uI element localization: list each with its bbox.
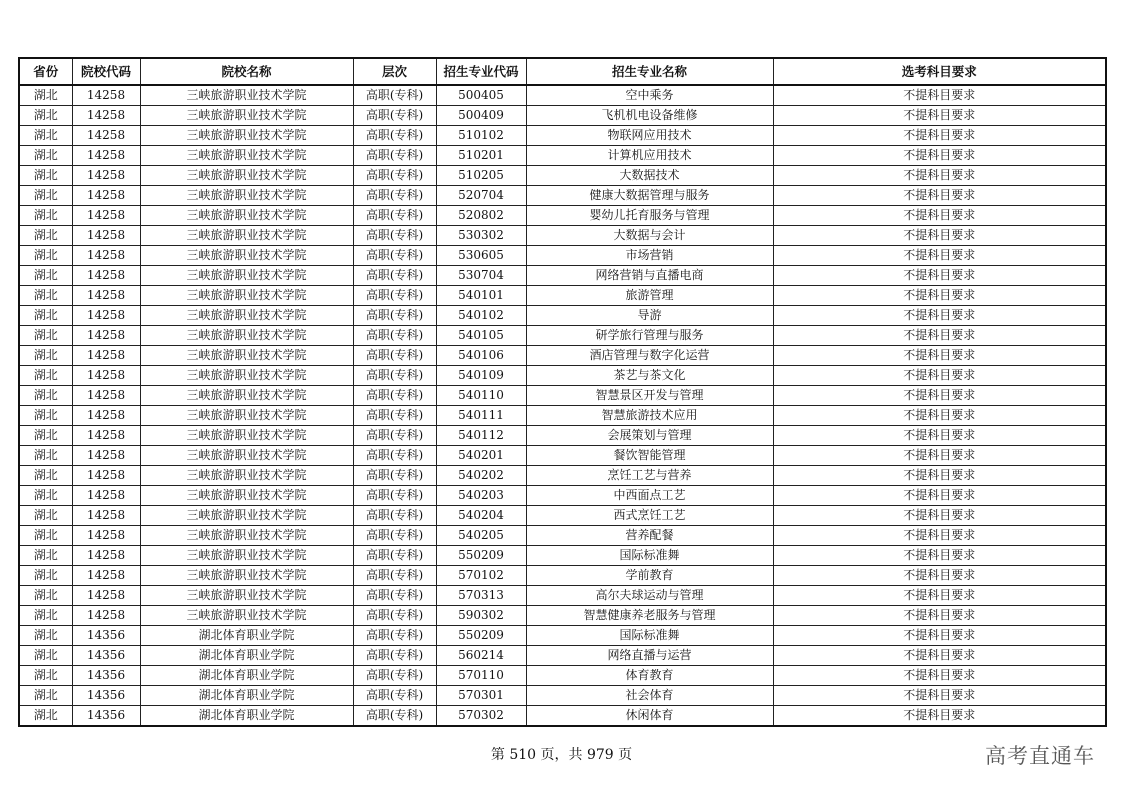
table-row: [19, 85, 1106, 106]
table-row: [19, 466, 1106, 486]
cell-province: 湖北: [19, 666, 72, 686]
table-row: [19, 486, 1106, 506]
cell-school-name: 三峡旅游职业技术学院: [140, 186, 353, 206]
table-row: [19, 166, 1106, 186]
cell-major-code: 540202: [436, 466, 526, 486]
cell-subject-requirement: 不提科目要求: [773, 146, 1106, 166]
cell-major-code: 540106: [436, 346, 526, 366]
cell-level: 高职(专科): [353, 266, 436, 286]
cell-province: 湖北: [19, 326, 72, 346]
cell-school-code: 14258: [72, 526, 140, 546]
cell-major-code: 540102: [436, 306, 526, 326]
cell-level: 高职(专科): [353, 346, 436, 366]
cell-level: 高职(专科): [353, 206, 436, 226]
header-major-name: 招生专业名称: [526, 58, 773, 85]
cell-subject-requirement: 不提科目要求: [773, 486, 1106, 506]
cell-school-code: 14258: [72, 246, 140, 266]
cell-school-code: 14258: [72, 386, 140, 406]
table-row: [19, 186, 1106, 206]
cell-subject-requirement: 不提科目要求: [773, 85, 1106, 106]
cell-school-name: 三峡旅游职业技术学院: [140, 246, 353, 266]
cell-major-code: 590302: [436, 606, 526, 626]
cell-level: 高职(专科): [353, 626, 436, 646]
table-row: [19, 346, 1106, 366]
cell-major-code: 540203: [436, 486, 526, 506]
cell-subject-requirement: 不提科目要求: [773, 606, 1106, 626]
admissions-table-container: [18, 57, 1105, 727]
header-subject-requirement: 选考科目要求: [773, 58, 1106, 85]
cell-school-name: 三峡旅游职业技术学院: [140, 206, 353, 226]
cell-level: 高职(专科): [353, 406, 436, 426]
cell-level: 高职(专科): [353, 106, 436, 126]
cell-province: 湖北: [19, 426, 72, 446]
cell-major-name: 国际标准舞: [526, 626, 773, 646]
cell-school-name: 三峡旅游职业技术学院: [140, 346, 353, 366]
cell-major-code: 560214: [436, 646, 526, 666]
cell-school-name: 三峡旅游职业技术学院: [140, 406, 353, 426]
cell-major-name: 营养配餐: [526, 526, 773, 546]
table-row: [19, 526, 1106, 546]
cell-major-name: 网络直播与运营: [526, 646, 773, 666]
cell-major-code: 570110: [436, 666, 526, 686]
cell-level: 高职(专科): [353, 466, 436, 486]
cell-school-name: 湖北体育职业学院: [140, 626, 353, 646]
cell-school-name: 三峡旅游职业技术学院: [140, 566, 353, 586]
cell-level: 高职(专科): [353, 226, 436, 246]
cell-major-code: 510201: [436, 146, 526, 166]
cell-major-name: 智慧景区开发与管理: [526, 386, 773, 406]
cell-school-code: 14258: [72, 406, 140, 426]
cell-level: 高职(专科): [353, 486, 436, 506]
cell-level: 高职(专科): [353, 666, 436, 686]
cell-province: 湖北: [19, 246, 72, 266]
cell-province: 湖北: [19, 146, 72, 166]
table-row: [19, 326, 1106, 346]
cell-school-name: 三峡旅游职业技术学院: [140, 326, 353, 346]
cell-province: 湖北: [19, 85, 72, 106]
cell-province: 湖北: [19, 126, 72, 146]
cell-school-code: 14258: [72, 446, 140, 466]
cell-school-name: 三峡旅游职业技术学院: [140, 286, 353, 306]
table-body: [19, 85, 1106, 726]
cell-major-name: 市场营销: [526, 246, 773, 266]
cell-major-name: 餐饮智能管理: [526, 446, 773, 466]
cell-level: 高职(专科): [353, 186, 436, 206]
cell-subject-requirement: 不提科目要求: [773, 506, 1106, 526]
cell-level: 高职(专科): [353, 446, 436, 466]
admissions-table: [18, 57, 1107, 727]
cell-major-name: 西式烹饪工艺: [526, 506, 773, 526]
cell-major-code: 520704: [436, 186, 526, 206]
cell-major-code: 510205: [436, 166, 526, 186]
cell-school-code: 14356: [72, 646, 140, 666]
cell-subject-requirement: 不提科目要求: [773, 626, 1106, 646]
cell-province: 湖北: [19, 186, 72, 206]
cell-school-code: 14258: [72, 186, 140, 206]
cell-major-code: 540205: [436, 526, 526, 546]
cell-major-code: 540201: [436, 446, 526, 466]
cell-level: 高职(专科): [353, 306, 436, 326]
cell-province: 湖北: [19, 226, 72, 246]
cell-major-name: 大数据技术: [526, 166, 773, 186]
cell-school-name: 湖北体育职业学院: [140, 666, 353, 686]
cell-school-name: 湖北体育职业学院: [140, 706, 353, 727]
cell-subject-requirement: 不提科目要求: [773, 266, 1106, 286]
cell-province: 湖北: [19, 546, 72, 566]
cell-major-name: 大数据与会计: [526, 226, 773, 246]
cell-level: 高职(专科): [353, 526, 436, 546]
cell-major-name: 飞机机电设备维修: [526, 106, 773, 126]
table-row: [19, 446, 1106, 466]
cell-province: 湖北: [19, 526, 72, 546]
cell-level: 高职(专科): [353, 366, 436, 386]
cell-school-name: 三峡旅游职业技术学院: [140, 506, 353, 526]
cell-subject-requirement: 不提科目要求: [773, 306, 1106, 326]
cell-level: 高职(专科): [353, 606, 436, 626]
cell-province: 湖北: [19, 566, 72, 586]
cell-province: 湖北: [19, 106, 72, 126]
cell-major-name: 物联网应用技术: [526, 126, 773, 146]
cell-school-code: 14258: [72, 306, 140, 326]
cell-subject-requirement: 不提科目要求: [773, 666, 1106, 686]
cell-level: 高职(专科): [353, 386, 436, 406]
header-level: 层次: [353, 58, 436, 85]
cell-school-name: 三峡旅游职业技术学院: [140, 226, 353, 246]
cell-level: 高职(专科): [353, 586, 436, 606]
cell-major-code: 510102: [436, 126, 526, 146]
cell-subject-requirement: 不提科目要求: [773, 586, 1106, 606]
table-row: [19, 226, 1106, 246]
cell-subject-requirement: 不提科目要求: [773, 646, 1106, 666]
cell-school-code: 14258: [72, 126, 140, 146]
cell-major-code: 540112: [436, 426, 526, 446]
cell-province: 湖北: [19, 366, 72, 386]
table-row: [19, 566, 1106, 586]
table-row: [19, 546, 1106, 566]
cell-level: 高职(专科): [353, 546, 436, 566]
cell-major-name: 研学旅行管理与服务: [526, 326, 773, 346]
table-row: [19, 146, 1106, 166]
cell-major-name: 休闲体育: [526, 706, 773, 727]
cell-major-code: 540109: [436, 366, 526, 386]
cell-school-name: 三峡旅游职业技术学院: [140, 546, 353, 566]
header-school-code: 院校代码: [72, 58, 140, 85]
cell-level: 高职(专科): [353, 166, 436, 186]
cell-province: 湖北: [19, 586, 72, 606]
cell-major-code: 540111: [436, 406, 526, 426]
cell-subject-requirement: 不提科目要求: [773, 406, 1106, 426]
cell-province: 湖北: [19, 466, 72, 486]
cell-major-code: 520802: [436, 206, 526, 226]
table-row: [19, 666, 1106, 686]
cell-level: 高职(专科): [353, 286, 436, 306]
cell-subject-requirement: 不提科目要求: [773, 226, 1106, 246]
cell-school-code: 14258: [72, 606, 140, 626]
cell-school-code: 14258: [72, 566, 140, 586]
cell-school-code: 14258: [72, 286, 140, 306]
cell-school-name: 三峡旅游职业技术学院: [140, 85, 353, 106]
table-row: [19, 106, 1106, 126]
table-row: [19, 386, 1106, 406]
cell-subject-requirement: 不提科目要求: [773, 106, 1106, 126]
cell-major-name: 计算机应用技术: [526, 146, 773, 166]
cell-school-code: 14258: [72, 426, 140, 446]
cell-province: 湖北: [19, 386, 72, 406]
cell-province: 湖北: [19, 346, 72, 366]
cell-province: 湖北: [19, 166, 72, 186]
table-row: [19, 246, 1106, 266]
cell-major-name: 空中乘务: [526, 85, 773, 106]
cell-level: 高职(专科): [353, 706, 436, 727]
cell-level: 高职(专科): [353, 686, 436, 706]
cell-province: 湖北: [19, 286, 72, 306]
table-row: [19, 706, 1106, 727]
cell-subject-requirement: 不提科目要求: [773, 426, 1106, 446]
cell-school-name: 三峡旅游职业技术学院: [140, 466, 353, 486]
cell-major-code: 530605: [436, 246, 526, 266]
cell-major-name: 会展策划与管理: [526, 426, 773, 446]
cell-school-name: 湖北体育职业学院: [140, 686, 353, 706]
cell-level: 高职(专科): [353, 146, 436, 166]
cell-province: 湖北: [19, 446, 72, 466]
cell-school-code: 14258: [72, 366, 140, 386]
cell-major-name: 茶艺与茶文化: [526, 366, 773, 386]
cell-school-code: 14258: [72, 266, 140, 286]
header-school-name: 院校名称: [140, 58, 353, 85]
cell-major-code: 540204: [436, 506, 526, 526]
cell-major-code: 570313: [436, 586, 526, 606]
cell-subject-requirement: 不提科目要求: [773, 526, 1106, 546]
table-row: [19, 506, 1106, 526]
cell-subject-requirement: 不提科目要求: [773, 346, 1106, 366]
cell-subject-requirement: 不提科目要求: [773, 446, 1106, 466]
cell-province: 湖北: [19, 266, 72, 286]
cell-school-name: 三峡旅游职业技术学院: [140, 386, 353, 406]
cell-major-code: 540110: [436, 386, 526, 406]
cell-major-name: 智慧健康养老服务与管理: [526, 606, 773, 626]
cell-major-name: 健康大数据管理与服务: [526, 186, 773, 206]
cell-major-code: 540105: [436, 326, 526, 346]
cell-school-name: 三峡旅游职业技术学院: [140, 266, 353, 286]
table-row: [19, 426, 1106, 446]
cell-level: 高职(专科): [353, 426, 436, 446]
cell-major-name: 国际标准舞: [526, 546, 773, 566]
cell-school-name: 三峡旅游职业技术学院: [140, 526, 353, 546]
cell-subject-requirement: 不提科目要求: [773, 466, 1106, 486]
cell-level: 高职(专科): [353, 246, 436, 266]
table-row: [19, 586, 1106, 606]
cell-level: 高职(专科): [353, 126, 436, 146]
cell-school-code: 14258: [72, 106, 140, 126]
table-row: [19, 306, 1106, 326]
cell-province: 湖北: [19, 206, 72, 226]
cell-school-name: 三峡旅游职业技术学院: [140, 426, 353, 446]
cell-major-code: 540101: [436, 286, 526, 306]
cell-major-code: 530302: [436, 226, 526, 246]
cell-school-code: 14356: [72, 706, 140, 727]
table-row: [19, 606, 1106, 626]
cell-province: 湖北: [19, 686, 72, 706]
page-number: 第 510 页，共 979 页: [490, 747, 633, 763]
cell-school-code: 14258: [72, 546, 140, 566]
cell-major-name: 酒店管理与数字化运营: [526, 346, 773, 366]
table-row: [19, 626, 1106, 646]
table-row: [19, 266, 1106, 286]
cell-school-name: 三峡旅游职业技术学院: [140, 166, 353, 186]
cell-subject-requirement: 不提科目要求: [773, 166, 1106, 186]
cell-province: 湖北: [19, 306, 72, 326]
cell-subject-requirement: 不提科目要求: [773, 186, 1106, 206]
cell-major-name: 网络营销与直播电商: [526, 266, 773, 286]
cell-major-code: 530704: [436, 266, 526, 286]
cell-province: 湖北: [19, 646, 72, 666]
cell-school-code: 14258: [72, 226, 140, 246]
cell-school-code: 14258: [72, 506, 140, 526]
cell-school-code: 14258: [72, 466, 140, 486]
cell-school-name: 三峡旅游职业技术学院: [140, 126, 353, 146]
cell-subject-requirement: 不提科目要求: [773, 386, 1106, 406]
cell-level: 高职(专科): [353, 326, 436, 346]
table-row: [19, 286, 1106, 306]
cell-school-code: 14356: [72, 666, 140, 686]
cell-subject-requirement: 不提科目要求: [773, 326, 1106, 346]
cell-school-code: 14356: [72, 686, 140, 706]
cell-school-name: 三峡旅游职业技术学院: [140, 606, 353, 626]
cell-school-code: 14356: [72, 626, 140, 646]
table-row: [19, 366, 1106, 386]
cell-school-name: 三峡旅游职业技术学院: [140, 306, 353, 326]
cell-school-code: 14258: [72, 85, 140, 106]
watermark-logo-text: 高考直通车: [985, 744, 1095, 768]
cell-subject-requirement: 不提科目要求: [773, 366, 1106, 386]
cell-major-name: 中西面点工艺: [526, 486, 773, 506]
cell-major-name: 婴幼儿托育服务与管理: [526, 206, 773, 226]
table-header-row: [19, 58, 1106, 85]
cell-major-code: 570302: [436, 706, 526, 727]
cell-school-name: 三峡旅游职业技术学院: [140, 146, 353, 166]
cell-school-code: 14258: [72, 166, 140, 186]
cell-school-code: 14258: [72, 206, 140, 226]
cell-subject-requirement: 不提科目要求: [773, 126, 1106, 146]
cell-major-name: 学前教育: [526, 566, 773, 586]
cell-major-code: 500409: [436, 106, 526, 126]
cell-school-code: 14258: [72, 346, 140, 366]
cell-school-code: 14258: [72, 146, 140, 166]
cell-major-name: 烹饪工艺与营养: [526, 466, 773, 486]
header-province: 省份: [19, 58, 72, 85]
cell-province: 湖北: [19, 706, 72, 727]
cell-school-code: 14258: [72, 586, 140, 606]
cell-subject-requirement: 不提科目要求: [773, 546, 1106, 566]
cell-school-name: 三峡旅游职业技术学院: [140, 106, 353, 126]
cell-major-name: 体育教育: [526, 666, 773, 686]
cell-level: 高职(专科): [353, 646, 436, 666]
cell-major-name: 导游: [526, 306, 773, 326]
table-row: [19, 126, 1106, 146]
cell-major-code: 500405: [436, 85, 526, 106]
cell-school-name: 三峡旅游职业技术学院: [140, 586, 353, 606]
cell-province: 湖北: [19, 486, 72, 506]
cell-province: 湖北: [19, 626, 72, 646]
cell-province: 湖北: [19, 506, 72, 526]
cell-major-code: 550209: [436, 546, 526, 566]
cell-subject-requirement: 不提科目要求: [773, 206, 1106, 226]
header-major-code: 招生专业代码: [436, 58, 526, 85]
cell-major-name: 高尔夫球运动与管理: [526, 586, 773, 606]
cell-subject-requirement: 不提科目要求: [773, 706, 1106, 727]
cell-level: 高职(专科): [353, 85, 436, 106]
cell-major-code: 570301: [436, 686, 526, 706]
cell-subject-requirement: 不提科目要求: [773, 246, 1106, 266]
cell-subject-requirement: 不提科目要求: [773, 566, 1106, 586]
cell-subject-requirement: 不提科目要求: [773, 686, 1106, 706]
cell-province: 湖北: [19, 606, 72, 626]
table-row: [19, 406, 1106, 426]
cell-major-name: 社会体育: [526, 686, 773, 706]
cell-school-name: 三峡旅游职业技术学院: [140, 366, 353, 386]
cell-major-name: 智慧旅游技术应用: [526, 406, 773, 426]
table-row: [19, 206, 1106, 226]
cell-school-code: 14258: [72, 326, 140, 346]
cell-major-code: 550209: [436, 626, 526, 646]
cell-school-name: 三峡旅游职业技术学院: [140, 486, 353, 506]
cell-subject-requirement: 不提科目要求: [773, 286, 1106, 306]
table-row: [19, 646, 1106, 666]
cell-level: 高职(专科): [353, 566, 436, 586]
cell-school-code: 14258: [72, 486, 140, 506]
table-row: [19, 686, 1106, 706]
cell-level: 高职(专科): [353, 506, 436, 526]
cell-school-name: 湖北体育职业学院: [140, 646, 353, 666]
cell-major-code: 570102: [436, 566, 526, 586]
cell-major-name: 旅游管理: [526, 286, 773, 306]
cell-school-name: 三峡旅游职业技术学院: [140, 446, 353, 466]
cell-province: 湖北: [19, 406, 72, 426]
